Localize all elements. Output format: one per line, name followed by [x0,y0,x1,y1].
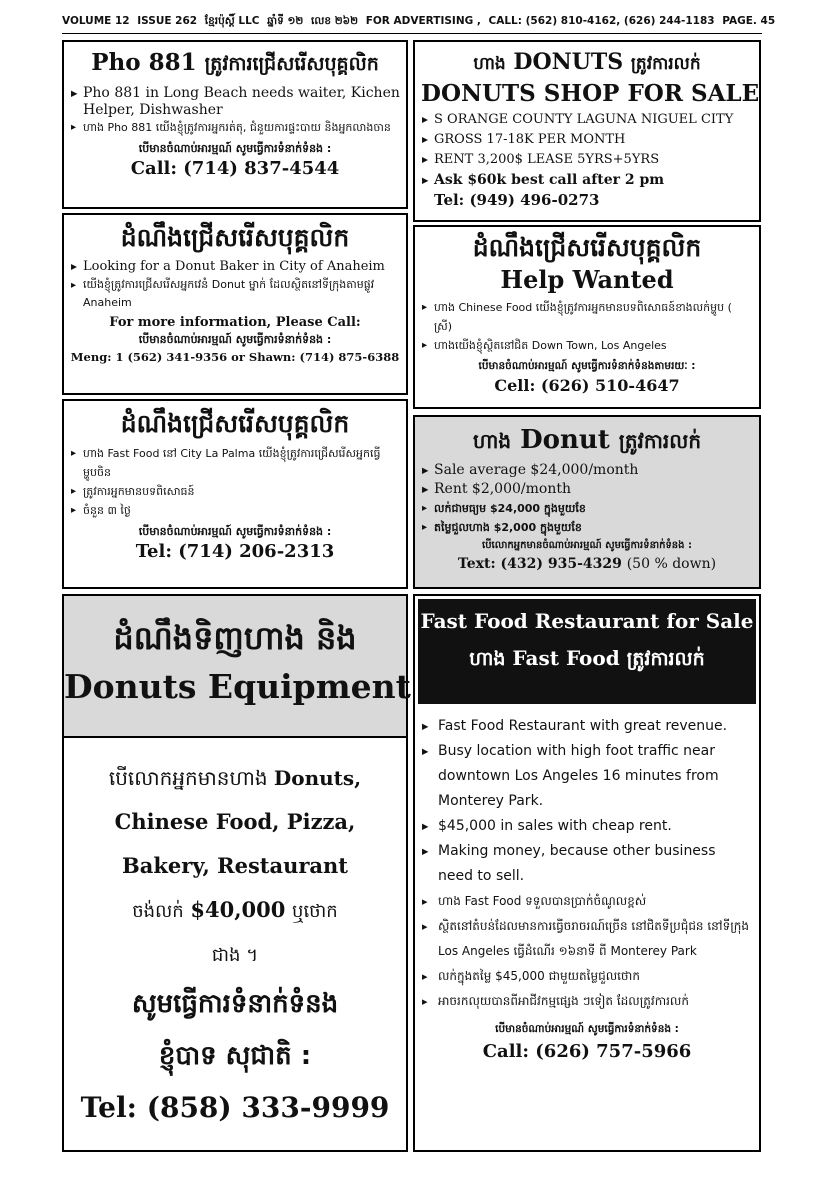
equipment-body [64,738,406,1134]
header-rule [62,33,762,34]
phone-number: Tel: (858) 333-9999 [80,1091,390,1124]
bullet: ▶ $45,000 in sales with cheap rent. [421,814,753,839]
bullet: ▶ ហាង Pho 881 យើងខ្ញុំត្រូវការអ្នករត់តុ, ជំនួយការផ្ទះបាយ និងអ្នកលាងចាន [70,119,400,136]
bullet: ▶ តម្លៃជួលហាង $2,000 ក្នុងមួយខែ [421,518,753,537]
bullet: ▶ យើងខ្ញុំត្រូវការជ្រើសរើសអ្នកវេនំ Donut ម្នាក់ ដែលស្ថិតនៅទីក្រុងតាមផ្លូវ Anaheim [70,276,400,312]
phone-number: Call: (626) 757-5966 [482,1041,692,1062]
contact-prompt: បើមានចំណាប់អារម្មណ៍ សូមធ្វើការទំនាក់ទំនងតាមរយៈ : [478,360,696,372]
contact-prompt: បើមានចំណាប់អារម្មណ៍ សូមធ្វើការទំនាក់ទំនង : [495,1023,679,1035]
ad-title [421,420,753,461]
advertising-label: FOR ADVERTISING , [365,15,481,27]
ad-help-wanted [413,225,761,409]
bullet: ▶ S ORANGE COUNTY LAGUNA NIGUEL CITY [421,110,753,130]
bullet: ▶ Rent $2,000/month [421,480,753,499]
bullet: ▶ Ask $60k best call after 2 pm [421,170,753,190]
bullet: ▶ លក់ក្នុងតម្លៃ $45,000 ជាមួយតម្លៃជួលថោក [421,964,753,989]
bullet: ▶ Making money, because other business need to sell. [421,839,753,889]
paper-name: ខ្មែរប៉ុស្តិ៍ LLC [204,15,260,27]
ad-title-kh2: ត្រូវការលក់ [618,429,702,453]
ad-title-kh: ហាង [473,54,506,74]
phone-number: Call: (714) 837-4544 [130,158,340,179]
ad-fast-food-sale [413,594,761,1152]
ad-title-kh: ហាង [469,648,506,670]
volume-label: VOLUME 12 [62,15,130,27]
bullet: ▶ RENT 3,200$ LEASE 5YRS+5YRS [421,150,753,170]
phone-number: Text: (432) 935-4329 [457,556,622,572]
ad-title-en: Fast Food Restaurant for Sale [420,609,754,633]
bullet: ▶ ត្រូវការអ្នកមានបទពិសោធន៍ [70,482,400,501]
ad-donut-for-sale [413,415,761,589]
ad-title-kh2: ត្រូវការលក់ [630,54,701,74]
contact-prompt: បើលោកអ្នកមានចំណាប់អារម្មណ៍ សូមធ្វើការទំនាក់ទំនង : [482,540,692,551]
ad-anaheim-baker [62,213,408,395]
line1-en: Donuts, [273,766,362,790]
ad-title [421,46,753,80]
bullet: ▶ ហាង Fast Food នៅ City La Palma យើងខ្ញុំត្រូវការជ្រើសរើសអ្នកធ្វើម្ហូបចិន [70,444,400,482]
ad-la-palma [62,399,408,589]
line2: Chinese Food, Pizza, [114,809,356,834]
contact-prompt: បើមានចំណាប់អារម្មណ៍ សូមធ្វើការទំនាក់ទំនង : [138,333,332,346]
bullet: ▶ Fast Food Restaurant with great revenue. [421,714,753,739]
ad-title [70,46,400,81]
contact-name: ខ្ញុំបាទ សុជាតិ : [158,1041,312,1071]
phone-number: Tel: (949) 496-0273 [434,191,600,209]
ad-subtitle: DONUTS SHOP FOR SALE [421,80,760,107]
issue-label: ISSUE 262 [137,15,198,27]
ad-title: ដំណឹងជ្រើសរើសបុគ្គលិក [120,223,350,252]
advertising-phones: CALL: (562) 810-4162, (626) 244-1183 [488,15,715,27]
bullet: ▶ អាចរកលុយបានពីអាជីវកម្មផ្សេង ៗទៀត ដែលត្រូវការលក់ [421,989,753,1014]
kh-issue: លេខ ២៦២ [311,15,359,27]
ad-donuts-equipment [62,594,411,1152]
more-info: For more information, Please Call: [109,315,361,330]
phone-number: Meng: 1 (562) 341-9356 or Shawn: (714) 875-6388 [70,350,400,364]
ad-title-en: Donut [520,425,610,455]
ad-pho-881 [62,40,408,209]
line3: Bakery, Restaurant [122,853,348,878]
fastfood-body [415,704,759,1064]
bullet: ▶ Pho 881 in Long Beach needs waiter, Kichen Helper, Dishwasher [70,85,400,119]
line5: ជាង ។ [211,945,259,966]
contact-prompt: សូមធ្វើការទំនាក់ទំនង [131,989,339,1019]
line4-kh: ចង់លក់ [132,901,184,922]
ad-title: ដំណឹងទិញហាង និង [113,619,357,657]
phone-number: Tel: (714) 206-2313 [135,541,335,562]
phone-number: Cell: (626) 510-4647 [494,376,680,395]
bullet: ▶ លក់ជាមធ្យម $24,000 ក្នុងមួយខែ [421,499,753,518]
ad-title-kh: ត្រូវការជ្រើសរើសបុគ្គលិក [204,53,379,75]
ad-title: ដំណឹងជ្រើសរើសបុគ្គលិក [472,233,702,262]
page-header [62,15,776,33]
contact-prompt: បើមានចំណាប់អារម្មណ៍ សូមធ្វើការទំនាក់ទំនង : [138,525,332,538]
bullet: ▶ ស្ថិតនៅតំបន់ដែលមានការធ្វើចរាចរណ៍ច្រើន នៅជិតទីប្រជុំជន នៅទីក្រុង Los Angeles ធ្វើដំណើរ ១៦នាទី ពី Monterey Park [421,914,753,964]
equipment-header [64,596,411,738]
ad-title-en: Donuts Equipment [64,667,411,706]
bullet: ▶ ហាង Fast Food ទទួលបានប្រាក់ចំណូលខ្ពស់ [421,889,753,914]
ad-title: ដំណឹងជ្រើសរើសបុគ្គលិក [120,409,350,438]
bullet: ▶ Busy location with high foot traffic near downtown Los Angeles 16 minutes from Monterey Park. [421,739,753,814]
bullet: ▶ Looking for a Donut Baker in City of Anaheim [70,258,400,276]
ad-title-kh2: ត្រូវការលក់ [626,648,705,670]
ad-subtitle: Help Wanted [500,265,674,294]
bullet: ▶ Sale average $24,000/month [421,461,753,480]
page-number: PAGE. 45 [722,15,776,27]
bullet: ▶ ចំនួន ៣ ថ្ងៃ [70,501,400,520]
contact-prompt: បើមានចំណាប់អារម្មណ៍ សូមធ្វើការទំនាក់ទំនង : [138,142,332,155]
bullet: ▶ ហាងយើងខ្ញុំស្ថិតនៅជិត Down Town, Los Angeles [421,336,753,355]
line1-kh: បើលោកអ្នកមានហាង [108,766,268,790]
down-note: (50 % down) [626,556,717,572]
bullet: ▶ ហាង Chinese Food យើងខ្ញុំត្រូវការអ្នកមានបទពិសោធន៍ខាងលក់ម្ហូប ( ស្រី) [421,298,753,336]
fastfood-header [415,596,759,704]
line4-price: $40,000 [190,897,286,922]
ad-title-kh: ហាង [472,429,512,453]
bullet: ▶ GROSS 17-18K PER MONTH [421,130,753,150]
ad-title-en: DONUTS [513,49,624,75]
kh-volume: ឆ្នាំទី ១២ [267,15,304,27]
line4-kh2: ឬថោក [292,901,338,922]
ad-donuts-shop-sale [413,40,761,222]
ad-title-mid: Fast Food [512,646,620,670]
ad-title-en: Pho 881 [91,49,197,76]
